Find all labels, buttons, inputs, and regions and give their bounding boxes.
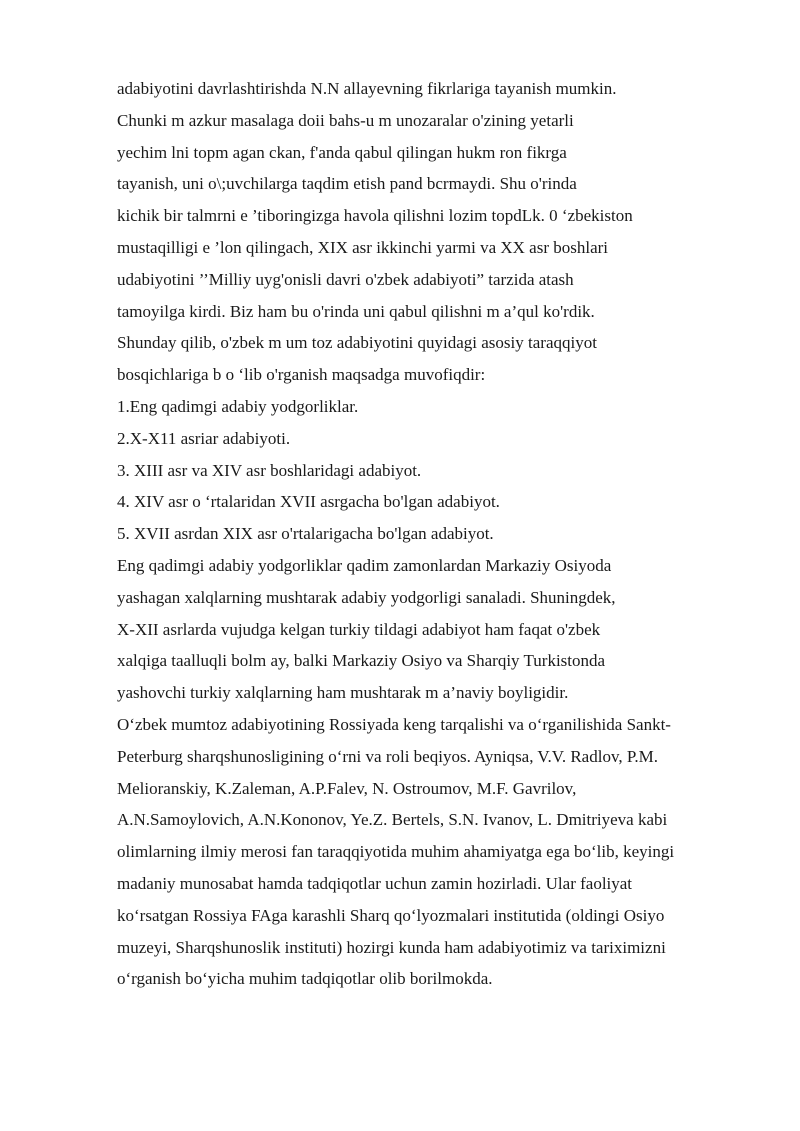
text-line: o‘rganish bo‘yicha muhim tadqiqotlar olib borilmokda. [117,969,493,989]
text-line: Shunday qilib, o'zbek m um toz adabiyotini quyidagi asosiy taraqqiyot [117,333,597,353]
text-line: X-XII asrlarda vujudga kelgan turkiy tildagi adabiyot ham faqat o'zbek [117,619,601,639]
text-line: olimlarning ilmiy merosi fan taraqqiyotida muhim ahamiyatga ega bo‘lib, keyingi [117,842,675,862]
text-line: A.N.Samoylovich, A.N.Kononov, Ye.Z. Bertels, S.N. Ivanov, L. Dmitriyeva kabi [117,810,668,830]
text-line: O‘zbek mumtoz adabiyotining Rossiyada keng tarqalishi va o‘rganilishida Sankt- [117,714,671,734]
list-item: 5. XVII asrdan XIX asr o'rtalarigacha bo'lgan adabiyot. [117,524,494,544]
text-line: mustaqilligi e ’lon qilingach, XIX asr ikkinchi yarmi va XX asr boshlari [117,237,609,257]
text-line: tamoyilga kirdi. Biz ham bu o'rinda uni qabul qilishni m a’qul ko'rdik. [117,301,595,321]
text-line: bosqichlariga b o ‘lib o'rganish maqsadga muvofiqdir: [117,365,486,385]
text-line: ko‘rsatgan Rossiya FAga karashli Sharq qo‘lyozmalari institutida (oldingi Osiyo [117,905,665,925]
text-line: Peterburg sharqshunosligining o‘rni va roli beqiyos. Ayniqsa, V.V. Radlov, P.M. [117,746,659,766]
text-line: madaniy munosabat hamda tadqiqotlar uchun zamin hozirladi. Ular faoliyat [117,873,633,893]
text-line: yechim lni topm agan ckan, f'anda qabul qilingan hukm ron fikrga [117,142,567,162]
text-line: muzeyi, Sharqshunoslik instituti) hozirgi kunda ham adabiyotimiz va tariximizni [117,937,666,957]
text-line: Chunki m azkur masalaga doii bahs-u m unozaralar o'zining yetarli [117,110,574,130]
text-line: Eng qadimgi adabiy yodgorliklar qadim zamonlardan Markaziy Osiyoda [117,555,612,575]
text-line: udabiyotini ’’Milliy uyg'onisli davri o'zbek adabiyoti” tarzida atash [117,269,574,289]
text-line: adabiyotini davrlashtirishda N.N allayevning fikrlariga tayanish mumkin. [117,79,617,98]
text-line: Melioranskiy, K.Zaleman, A.P.Falev, N. Ostroumov, M.F. Gavrilov, [117,778,577,798]
list-item: 3. XIII asr va XIV asr boshlaridagi adabiyot. [117,460,422,480]
list-item: 2.X-X11 asriar adabiyoti. [117,428,291,448]
text-line: xalqiga taalluqli bolm ay, balki Markaziy Osiyo va Sharqiy Turkistonda [117,651,606,671]
list-item: 1.Eng qadimgi adabiy yodgorliklar. [117,396,359,416]
text-line: yashovchi turkiy xalqlarning ham mushtarak m a’naviy boyligidir. [117,683,569,703]
text-line: kichik bir talmrni e ’tiboringizga havola qilishni lozim topdLk. 0 ‘zbekiston [117,206,633,226]
text-line: yashagan xalqlarning mushtarak adabiy yodgorligi sanaladi. Shuningdek, [117,587,616,607]
body-text [117,73,747,995]
list-item: 4. XIV asr o ‘rtalaridan XVII asrgacha bo'lgan adabiyot. [117,492,500,512]
text-line: tayanish, uni o\;uvchilarga taqdim etish pand bcrmaydi. Shu o'rinda [117,174,577,194]
